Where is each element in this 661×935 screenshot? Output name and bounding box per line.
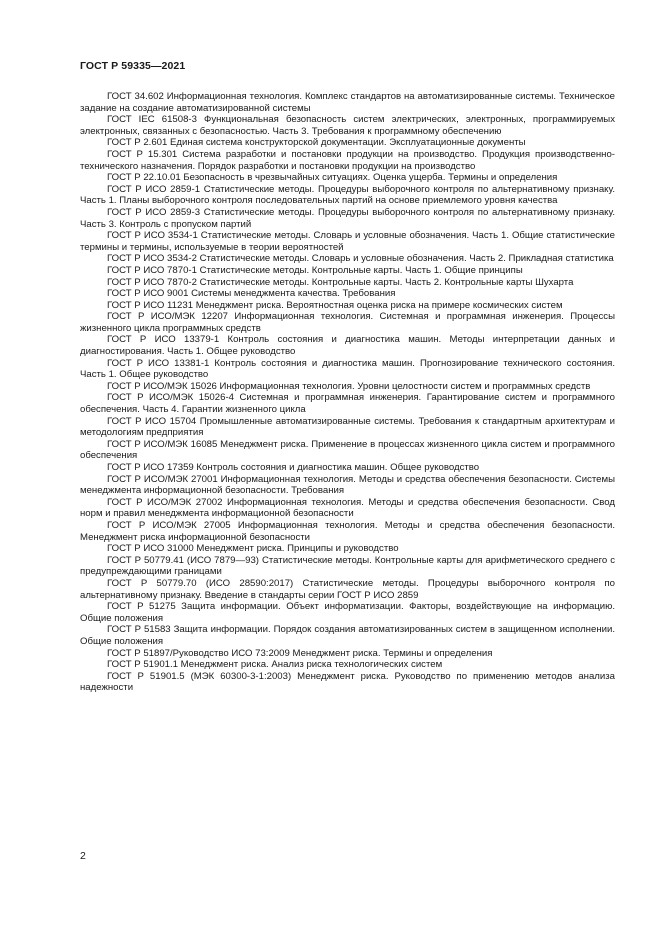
reference-entry: ГОСТ Р ИСО 7870-2 Статистические методы. Контрольные карты. Часть 2. Контрольные карты Шухарта — [107, 276, 574, 288]
reference-entry: ГОСТ Р 51275 Защита информации. Объект информатизации. Факторы, воздействующие на информацию. Общие положения — [80, 601, 615, 624]
reference-entry: ГОСТ Р 50779.70 (ИСО 28590:2017) Статистические методы. Процедуры выборочного контроля по альтернативному признаку. Введение в стандарты серии ГОСТ Р ИСО 2859 — [80, 577, 615, 601]
reference-entry: ГОСТ Р ИСО/МЭК 27002 Информационная технология. Методы и средства обеспечения безопасности. Свод норм и правил менеджмента информационной безопасности — [80, 496, 615, 520]
reference-entry: ГОСТ Р 50779.41 (ИСО 7879—93) Статистические методы. Контрольные карты для арифметического среднего с предупреждающими границами — [80, 554, 615, 578]
reference-entry: ГОСТ Р ИСО 17359 Контроль состояния и диагностика машин. Общее руководство — [107, 462, 480, 473]
reference-entry: ГОСТ IEC 61508-3 Функциональная безопасность систем электрических, электронных, программируемых электронных, связанных с безопасностью. Часть 3. Требования к программному обеспечению — [80, 114, 615, 137]
reference-entry: ГОСТ Р ИСО 13381-1 Контроль состояния и диагностика машин. Прогнозирование технического состояния. Часть 1. Общее руководство — [80, 357, 615, 381]
reference-entry: ГОСТ Р ИСО 13379-1 Контроль состояния и диагностика машин. Методы интерпретации данных и диагностирования. Часть 1. Общее руководство — [80, 334, 615, 358]
reference-entry: ГОСТ Р ИСО 15704 Промышленные автоматизированные системы. Требования к стандартным архитектурам и методологиям предприятия — [80, 415, 615, 439]
reference-entry: ГОСТ Р ИСО/МЭК 27005 Информационная технология. Методы и средства обеспечения безопасности. Менеджмент риска информационной безопасности — [80, 519, 615, 543]
reference-entry: ГОСТ Р 22.10.01 Безопасность в чрезвычайных ситуациях. Оценка ущерба. Термины и определения — [107, 172, 558, 184]
reference-entry: ГОСТ Р ИСО 2859-3 Статистические методы. Процедуры выборочного контроля по альтернативному признаку. Часть 3. Контроль с пропуском партий — [80, 206, 615, 230]
reference-entry: ГОСТ Р ИСО 31000 Менеджмент риска. Принципы и руководство — [107, 543, 399, 555]
page-header: ГОСТ Р 59335—2021 — [80, 60, 186, 72]
reference-entry: ГОСТ Р 15.301 Система разработки и постановки продукции на производство. Продукция производственно-технического назначения. Порядок разработки и постановки продукции на производство — [80, 148, 615, 172]
reference-entry: ГОСТ 34.602 Информационная технология. Комплекс стандартов на автоматизированные системы. Техническое задание на создание автоматизированной системы — [80, 91, 615, 114]
reference-entry: ГОСТ Р ИСО/МЭК 16085 Менеджмент риска. Применение в процессах жизненного цикла систем и программного обеспечения — [80, 438, 615, 462]
page-number: 2 — [80, 850, 86, 862]
reference-entry: ГОСТ Р ИСО 3534-2 Статистические методы. Словарь и условные обозначения. Часть 2. Прикладная статистика — [107, 253, 614, 265]
reference-entry: ГОСТ Р 51897/Руководство ИСО 73:2009 Менеджмент риска. Термины и определения — [107, 647, 493, 659]
reference-entry: ГОСТ Р ИСО/МЭК 15026 Информационная технология. Уровни целостности систем и программных средств — [107, 380, 591, 392]
reference-entry: ГОСТ Р ИСО/МЭК 15026-4 Системная и программная инженерия. Гарантирование систем и программного обеспечения. Часть 4. Гарантии жизненного цикла — [80, 392, 615, 416]
reference-entry: ГОСТ Р 51901.1 Менеджмент риска. Анализ риска технологических систем — [107, 659, 443, 671]
reference-entry: ГОСТ Р ИСО 3534-1 Статистические методы. Словарь и условные обозначения. Часть 1. Общие статистические термины и термины, используемые в теории вероятностей — [80, 230, 615, 253]
reference-entry: ГОСТ Р ИСО/МЭК 12207 Информационная технология. Системная и программная инженерия. Процессы жизненного цикла программных средств — [80, 311, 615, 334]
normative-references-list — [80, 91, 615, 694]
reference-entry: ГОСТ Р 51583 Защита информации. Порядок создания автоматизированных систем в защищенном исполнении. Общие положения — [80, 624, 615, 647]
reference-entry: ГОСТ Р 51901.5 (МЭК 60300-3-1:2003) Менеджмент риска. Руководство по применению методов анализа надежности — [80, 670, 615, 694]
reference-entry: ГОСТ Р ИСО 11231 Менеджмент риска. Вероятностная оценка риска на примере космических систем — [107, 299, 563, 311]
reference-entry: ГОСТ Р ИСО 7870-1 Статистические методы. Контрольные карты. Часть 1. Общие принципы — [107, 264, 523, 276]
reference-entry: ГОСТ Р ИСО 2859-1 Статистические методы. Процедуры выборочного контроля по альтернативному признаку. Часть 1. Планы выборочного контроля последовательных партий на основе приемлемого уровня качества — [80, 183, 615, 207]
reference-entry: ГОСТ Р ИСО 9001 Системы менеджмента качества. Требования — [107, 288, 396, 300]
reference-entry: ГОСТ Р ИСО/МЭК 27001 Информационная технология. Методы и средства обеспечения безопасности. Системы менеджмента информационной безопасности. Требования — [80, 473, 615, 497]
reference-entry: ГОСТ Р 2.601 Единая система конструкторской документации. Эксплуатационные документы — [107, 137, 526, 149]
